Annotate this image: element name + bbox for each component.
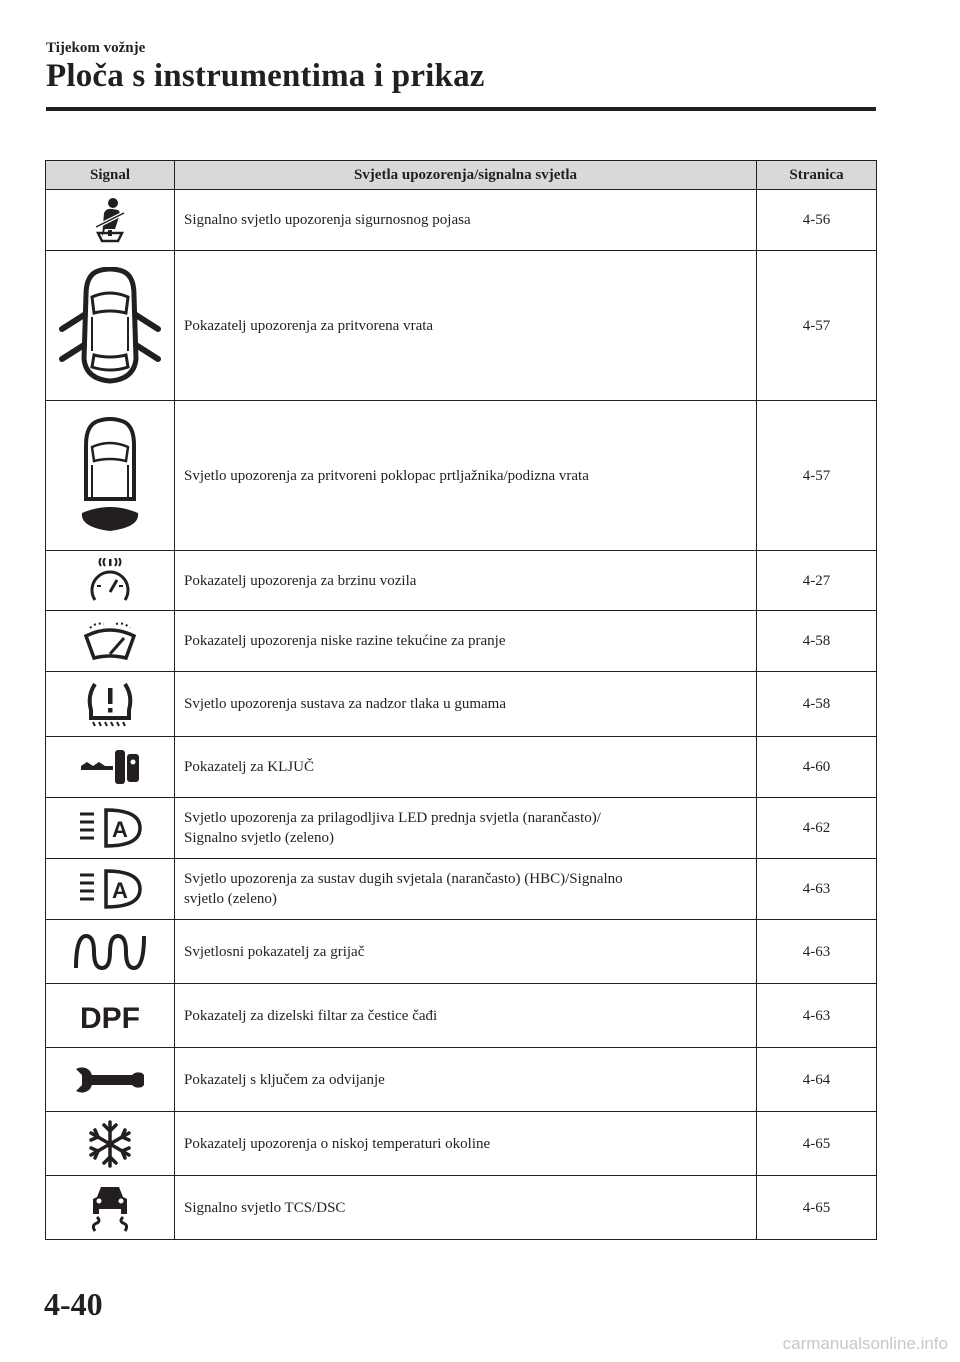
page-number: 4-40 [44, 1286, 103, 1322]
description-line-2: Signalno svjetlo (zeleno) [184, 830, 334, 846]
description-cell: Pokazatelj za dizelski filtar za čestice čađi [175, 984, 757, 1048]
description-cell: Signalno svjetlo TCS/DSC [175, 1176, 757, 1240]
signal-cell [46, 551, 175, 611]
table-row [46, 1048, 877, 1112]
description-cell: Pokazatelj s ključem za odvijanje [175, 1048, 757, 1112]
description-cell [175, 859, 757, 920]
signal-cell [46, 251, 175, 401]
table-row [46, 859, 877, 920]
description-line-1: Svjetlo upozorenja za prilagodljiva LED prednja svjetla (narančasto)/ [184, 810, 601, 826]
description-cell: Svjetlo upozorenja za pritvoreni poklopac prtljažnika/podizna vrata [175, 401, 757, 551]
snowflake-icon [87, 1120, 133, 1168]
description-cell: Pokazatelj za KLJUČ [175, 737, 757, 798]
description-cell: Signalno svjetlo upozorenja sigurnosnog pojasa [175, 190, 757, 251]
column-header-signal: Signal [46, 161, 175, 190]
column-header-page: Stranica [757, 161, 877, 190]
signal-cell [46, 672, 175, 737]
page-ref-cell: 4-63 [757, 920, 877, 984]
description-cell [175, 798, 757, 859]
description-line-1: Svjetlo upozorenja za sustav dugih svjetala (narančasto) (HBC)/Signalno [184, 871, 623, 887]
speed-alarm-icon [85, 558, 135, 604]
page-ref-cell: 4-58 [757, 611, 877, 672]
svg-text:A: A [112, 878, 128, 903]
table-header-row [46, 161, 877, 190]
adaptive-led-headlight-icon [78, 808, 142, 848]
title-rule [46, 107, 876, 111]
table-row [46, 798, 877, 859]
table-row [46, 190, 877, 251]
description-cell: Svjetlosni pokazatelj za grijač [175, 920, 757, 984]
dpf-icon [72, 999, 148, 1033]
description-cell: Pokazatelj upozorenja za brzinu vozila [175, 551, 757, 611]
signal-cell [46, 1048, 175, 1112]
liftgate-open-icon [80, 417, 140, 535]
page-ref-cell: 4-58 [757, 672, 877, 737]
page-ref-cell: 4-65 [757, 1176, 877, 1240]
section-heading: Tijekom vožnje [46, 40, 146, 56]
signal-cell [46, 984, 175, 1048]
page-ref-cell: 4-27 [757, 551, 877, 611]
page-ref-cell: 4-63 [757, 859, 877, 920]
table-row [46, 401, 877, 551]
page-ref-cell: 4-57 [757, 401, 877, 551]
description-cell: Pokazatelj upozorenja za pritvorena vrata [175, 251, 757, 401]
signal-cell [46, 401, 175, 551]
table-row [46, 251, 877, 401]
page-ref-cell: 4-56 [757, 190, 877, 251]
warning-lights-table [45, 160, 877, 1240]
high-beam-control-icon [78, 869, 142, 909]
table-row [46, 551, 877, 611]
page-ref-cell: 4-57 [757, 251, 877, 401]
page-ref-cell: 4-60 [757, 737, 877, 798]
table-row [46, 1112, 877, 1176]
table-row [46, 920, 877, 984]
tire-pressure-icon [81, 680, 139, 728]
page-ref-cell: 4-63 [757, 984, 877, 1048]
page-ref-cell: 4-65 [757, 1112, 877, 1176]
svg-text:A: A [112, 817, 128, 842]
page-ref-cell: 4-64 [757, 1048, 877, 1112]
signal-cell [46, 798, 175, 859]
seatbelt-icon [88, 197, 132, 243]
signal-cell [46, 920, 175, 984]
page-ref-cell: 4-62 [757, 798, 877, 859]
description-cell: Pokazatelj upozorenja o niskoj temperaturi okoline [175, 1112, 757, 1176]
wrench-icon [74, 1065, 146, 1095]
signal-cell [46, 737, 175, 798]
door-open-icon [58, 267, 162, 385]
signal-cell [46, 190, 175, 251]
description-line-2: svjetlo (zeleno) [184, 891, 277, 907]
key-icon [79, 748, 141, 786]
signal-cell [46, 611, 175, 672]
description-cell: Svjetlo upozorenja sustava za nadzor tlaka u gumama [175, 672, 757, 737]
table-row [46, 737, 877, 798]
signal-cell [46, 1112, 175, 1176]
table-row [46, 611, 877, 672]
table-row [46, 984, 877, 1048]
signal-cell [46, 859, 175, 920]
page-title: Ploča s instrumentima i prikaz [46, 58, 485, 94]
table-row [46, 1176, 877, 1240]
watermark: carmanualsonline.info [782, 1334, 948, 1353]
table-row [46, 672, 877, 737]
dpf-icon-label: DPF [80, 1001, 140, 1033]
tcs-dsc-icon [85, 1183, 135, 1233]
signal-cell [46, 1176, 175, 1240]
glow-plug-icon [72, 932, 148, 972]
washer-fluid-icon [80, 620, 140, 662]
column-header-description: Svjetla upozorenja/signalna svjetla [175, 161, 757, 190]
description-cell: Pokazatelj upozorenja niske razine tekućine za pranje [175, 611, 757, 672]
